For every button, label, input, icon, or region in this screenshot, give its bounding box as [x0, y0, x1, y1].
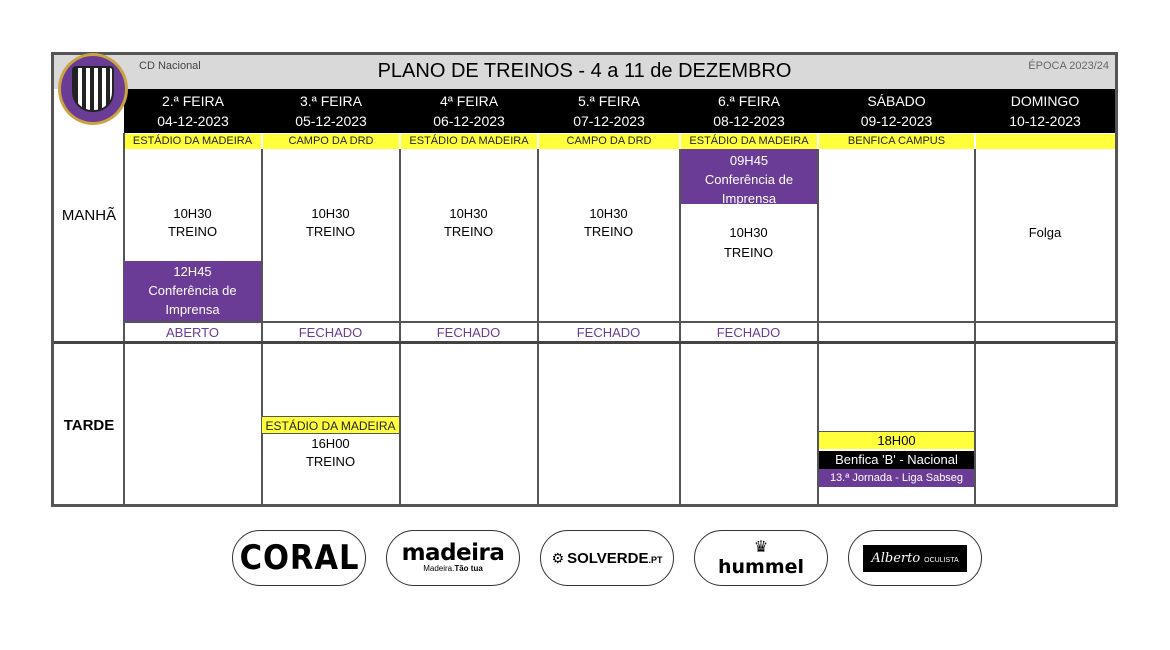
sponsor-alberto: Alberto OCULISTA — [848, 530, 982, 586]
day-header-fri: 6.ª FEIRA 08-12-2023 — [680, 89, 818, 133]
venue-sun — [976, 134, 1115, 149]
day-header-sat: SÁBADO 09-12-2023 — [818, 89, 975, 133]
event-fri-press: 09H45 Conferência de Imprensa — [681, 149, 817, 204]
row-label-morning: MANHÃ — [61, 207, 117, 224]
venue-wed: ESTÁDIO DA MADEIRA — [401, 134, 537, 149]
day-header-sun: DOMINGO 10-12-2023 — [975, 89, 1115, 133]
club-crest-icon — [72, 66, 114, 112]
page-title: PLANO DE TREINOS - 4 a 11 de DEZEMBRO — [377, 60, 792, 82]
sponsor-hummel: ♛ hummel — [694, 530, 828, 586]
bee-icon: ♛ — [753, 539, 769, 556]
status-wed: FECHADO — [436, 325, 501, 340]
venue-tue-afternoon: ESTÁDIO DA MADEIRA — [262, 416, 399, 434]
session-tue-afternoon: 16H00 TREINO — [305, 436, 356, 469]
match-time: 18H00 — [819, 431, 974, 449]
club-name: CD Nacional — [139, 60, 201, 72]
day-header-tue: 3.ª FEIRA 05-12-2023 — [262, 89, 400, 133]
session-thu-morning: 10H30 TREINO — [583, 206, 634, 239]
solverde-icon: ⚙ — [551, 549, 565, 566]
status-fri: FECHADO — [716, 325, 781, 340]
session-wed-morning: 10H30 TREINO — [443, 206, 494, 239]
status-mon: ABERTO — [166, 325, 219, 340]
venue-thu: CAMPO DA DRD — [539, 134, 679, 149]
status-tue: FECHADO — [298, 325, 363, 340]
club-logo — [58, 53, 128, 125]
session-sun-morning: Folga — [1028, 225, 1062, 240]
day-header-mon: 2.ª FEIRA 04-12-2023 — [124, 89, 262, 133]
grid-line — [974, 149, 976, 507]
season-label: ÉPOCA 2023/24 — [1028, 60, 1109, 72]
sponsor-coral: CORAL — [232, 530, 366, 586]
sponsor-madeira: madeira Madeira.Tão tua — [386, 530, 520, 586]
grid-line — [54, 341, 1115, 344]
session-fri-morning: 10H30 TREINO — [723, 225, 774, 260]
status-thu: FECHADO — [576, 325, 641, 340]
grid-line — [124, 321, 1115, 323]
venue-sat: BENFICA CAMPUS — [819, 134, 974, 149]
match-competition: 13.ª Jornada - Liga Sabseg — [819, 469, 974, 487]
day-header-wed: 4ª FEIRA 06-12-2023 — [400, 89, 538, 133]
venue-fri: ESTÁDIO DA MADEIRA — [681, 134, 817, 149]
session-mon-morning: 10H30 TREINO — [167, 206, 218, 239]
session-tue-morning: 10H30 TREINO — [305, 206, 356, 239]
row-label-afternoon: TARDE — [63, 417, 115, 434]
match-teams: Benfica 'B' - Nacional — [819, 451, 974, 469]
venue-tue: CAMPO DA DRD — [263, 134, 399, 149]
day-header-thu: 5.ª FEIRA 07-12-2023 — [538, 89, 680, 133]
sponsor-solverde: ⚙ SOLVERDE .PT — [540, 530, 674, 586]
venue-mon: ESTÁDIO DA MADEIRA — [124, 134, 261, 149]
schedule-sheet — [51, 52, 1118, 507]
event-mon-press: 12H45 Conferência de Imprensa — [124, 261, 261, 321]
